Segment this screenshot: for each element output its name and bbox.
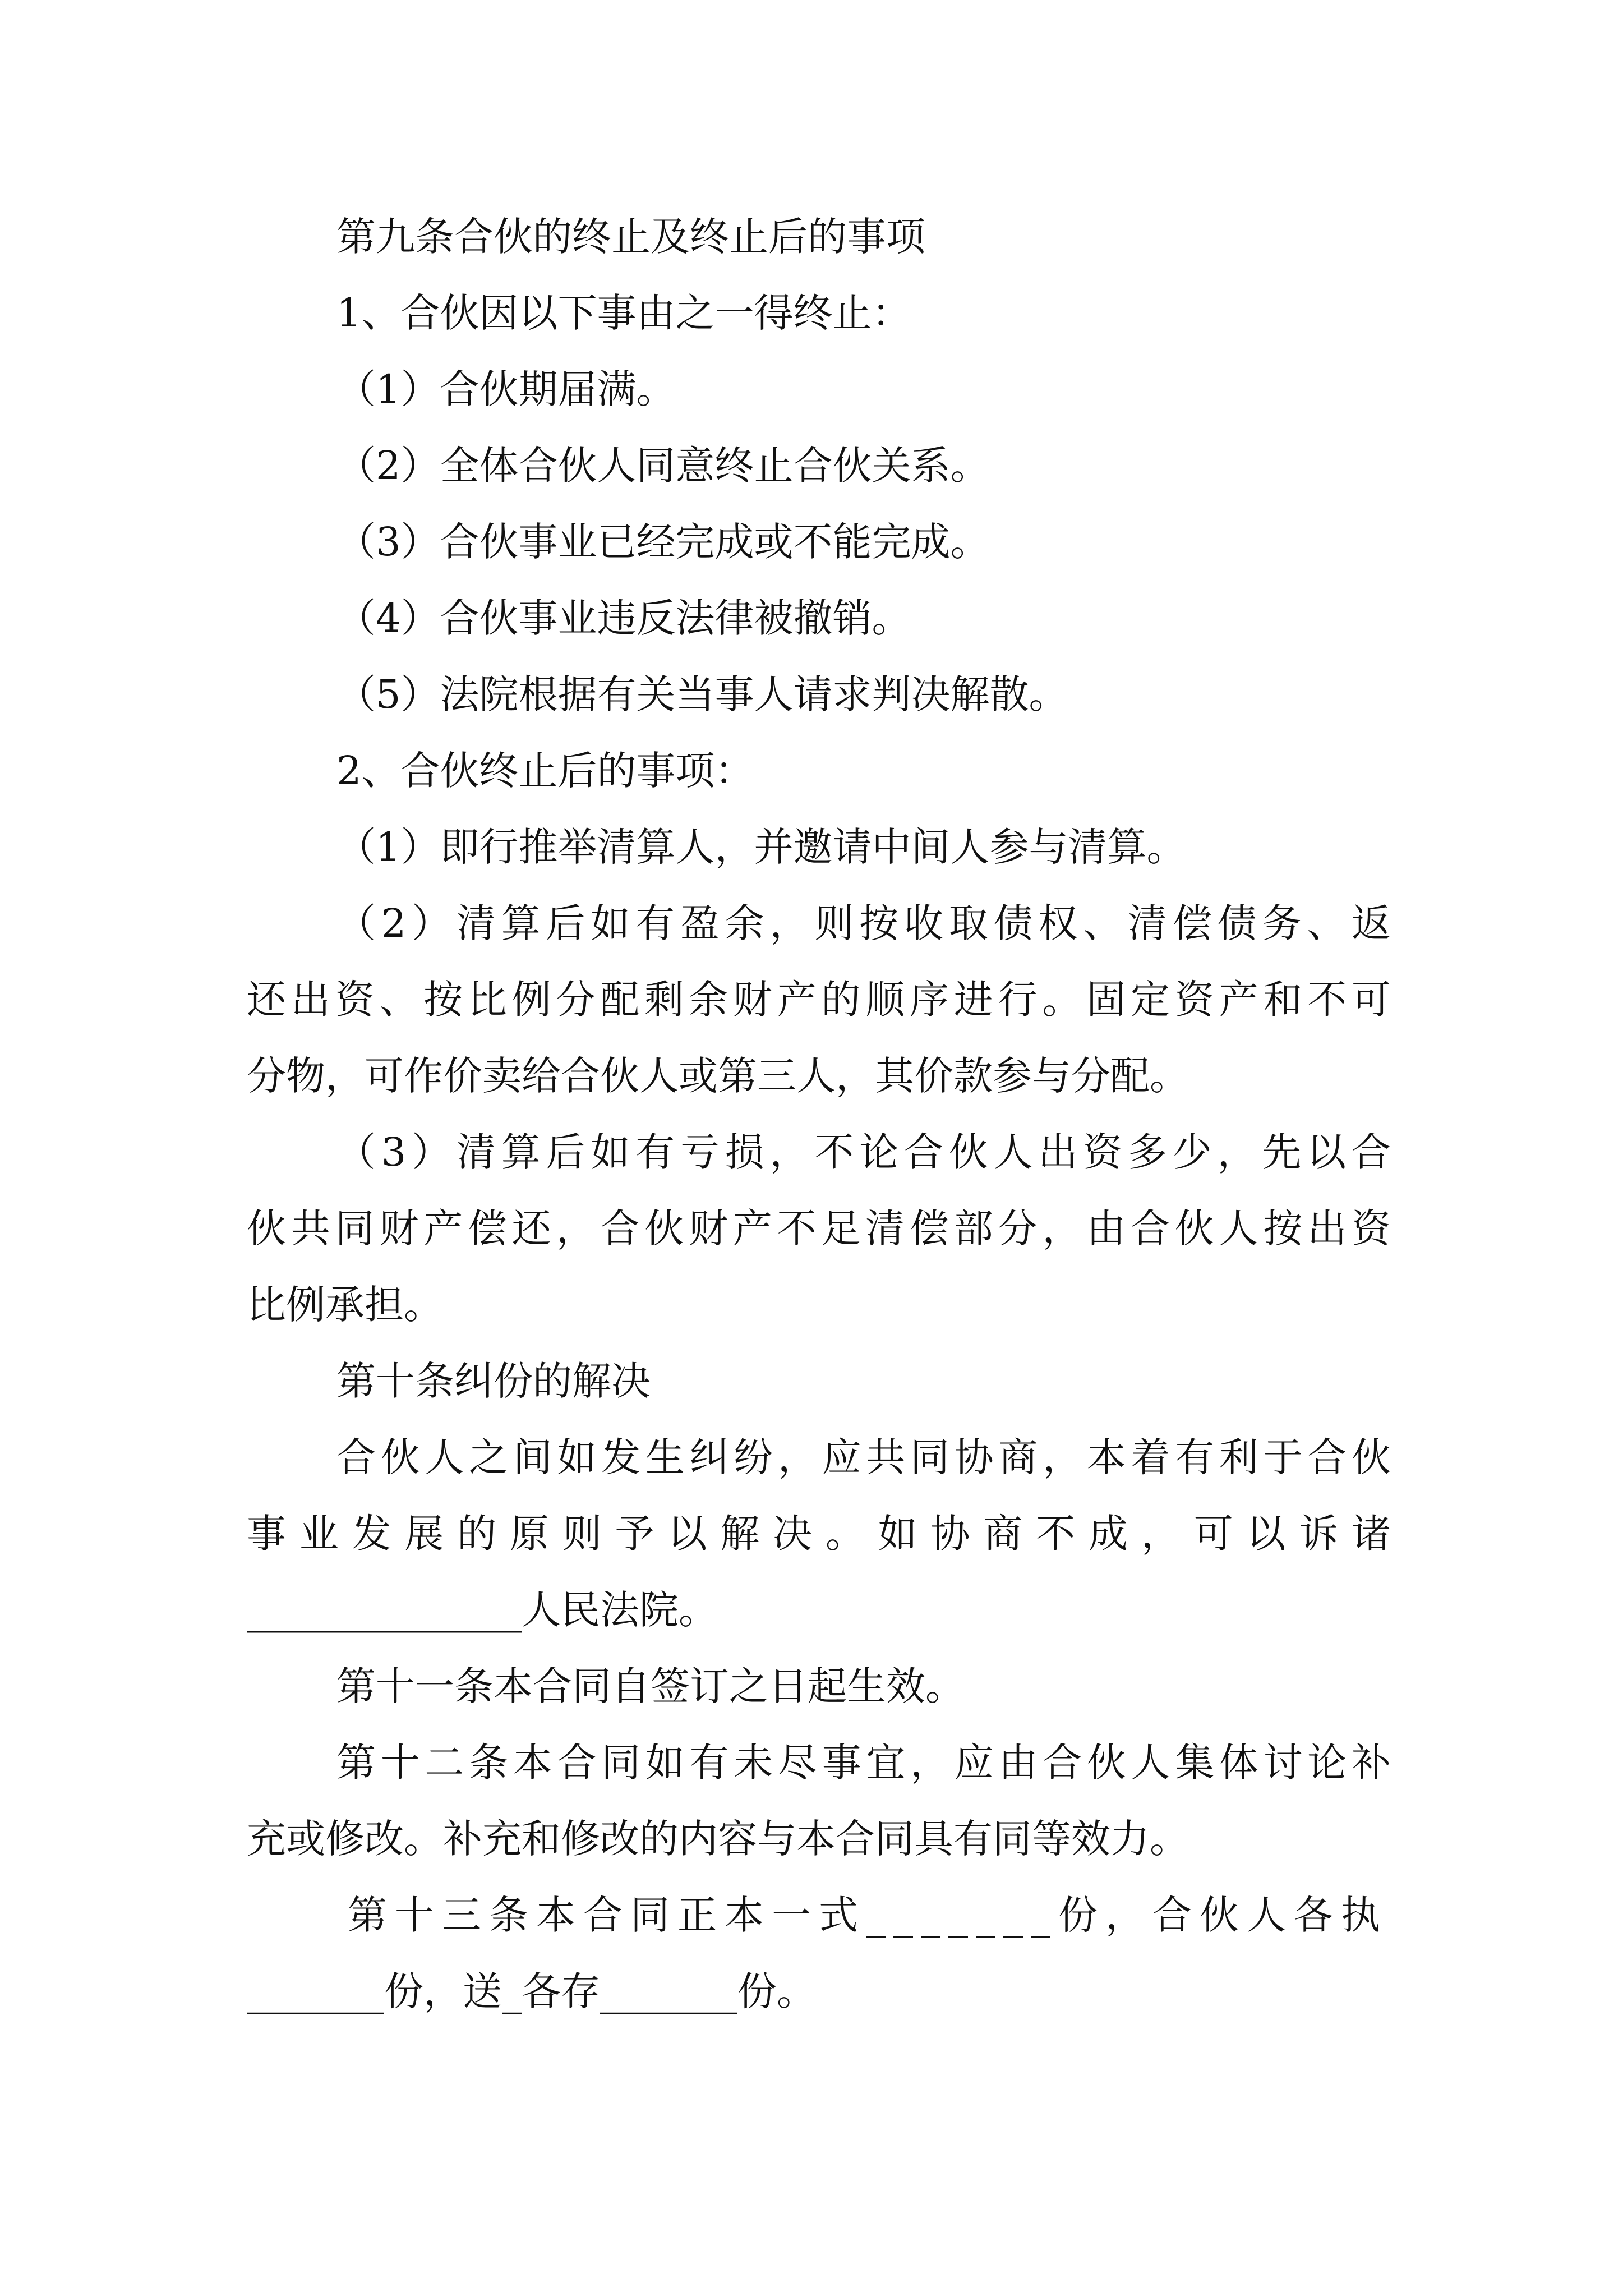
article9-point-5: （5）法院根据有关当事人请求判决解散。 bbox=[336, 671, 1068, 717]
article9-item1-title: 1、合伙因以下事由之一得终止： bbox=[336, 290, 911, 336]
article9-point-4: （4）合伙事业违反法律被撤销。 bbox=[336, 595, 911, 641]
article9-item2-p2-line1: （2）清算后如有盈余，则按收取债权、清偿债务、返 bbox=[336, 900, 1391, 946]
article10-line3 bbox=[247, 1583, 718, 1637]
article10-line3-text: 人民法院。 bbox=[522, 1587, 718, 1633]
article13-line1-b: 份，合伙人各执 bbox=[1058, 1892, 1388, 1938]
article9-point-2: （2）全体合伙人同意终止合伙关系。 bbox=[336, 443, 990, 489]
article10-line2: 事业发展的原则予以解决。如协商不成，可以诉诸 bbox=[247, 1511, 1391, 1557]
article9-item2-title: 2、合伙终止后的事项： bbox=[336, 748, 754, 794]
article9-item2-p3-line3: 比例承担。 bbox=[247, 1282, 443, 1328]
article9-item2-p3-line1: （3）清算后如有亏损，不论合伙人出资多少，先以合 bbox=[336, 1129, 1391, 1175]
copies-total-blank: _______ bbox=[866, 1892, 1058, 1938]
article9-heading: 第九条合伙的终止及终止后的事项 bbox=[336, 214, 925, 260]
article9-item2-p1: （1）即行推举清算人，并邀请中间人参与清算。 bbox=[336, 824, 1186, 870]
article13-line2-c: 份。 bbox=[737, 1968, 816, 2014]
article9-point-1: （1）合伙期届满。 bbox=[336, 366, 676, 412]
article10-line1: 合伙人之间如发生纠纷，应共同协商，本着有利于合伙 bbox=[336, 1434, 1391, 1480]
article9-item2-p3-line2: 伙共同财产偿还，合伙财产不足清偿部分，由合伙人按出资 bbox=[247, 1205, 1391, 1251]
article9-item2-p2-line3: 分物，可作价卖给合伙人或第三人，其价款参与分配。 bbox=[247, 1053, 1189, 1099]
article11: 第十一条本合同自签订之日起生效。 bbox=[336, 1663, 965, 1709]
article12-line2: 充或修改。补充和修改的内容与本合同具有同等效力。 bbox=[247, 1816, 1189, 1862]
article12-line1: 第十二条本合同如有未尽事宜，应由合伙人集体讨论补 bbox=[336, 1740, 1391, 1786]
article13-line2 bbox=[247, 1964, 816, 2018]
article10-heading: 第十条纠份的解决 bbox=[336, 1358, 651, 1404]
article13-line2-b: 各存 bbox=[522, 1968, 600, 2014]
article13-line1-a: 第十三条本合同正本一式 bbox=[348, 1892, 866, 1938]
article9-point-3: （3）合伙事业已经完成或不能完成。 bbox=[336, 519, 990, 565]
article13-line1 bbox=[348, 1888, 1388, 1942]
article13-line2-a: 份，送 bbox=[384, 1968, 502, 2014]
copies-filed-blank: _______ bbox=[600, 1968, 737, 2014]
court-name-blank: ______________ bbox=[247, 1587, 522, 1633]
copies-each-blank: _______ bbox=[247, 1968, 384, 2014]
recipient-blank: _ bbox=[502, 1968, 522, 2014]
article9-item2-p2-line2: 还出资、按比例分配剩余财产的顺序进行。固定资产和不可 bbox=[247, 977, 1391, 1023]
